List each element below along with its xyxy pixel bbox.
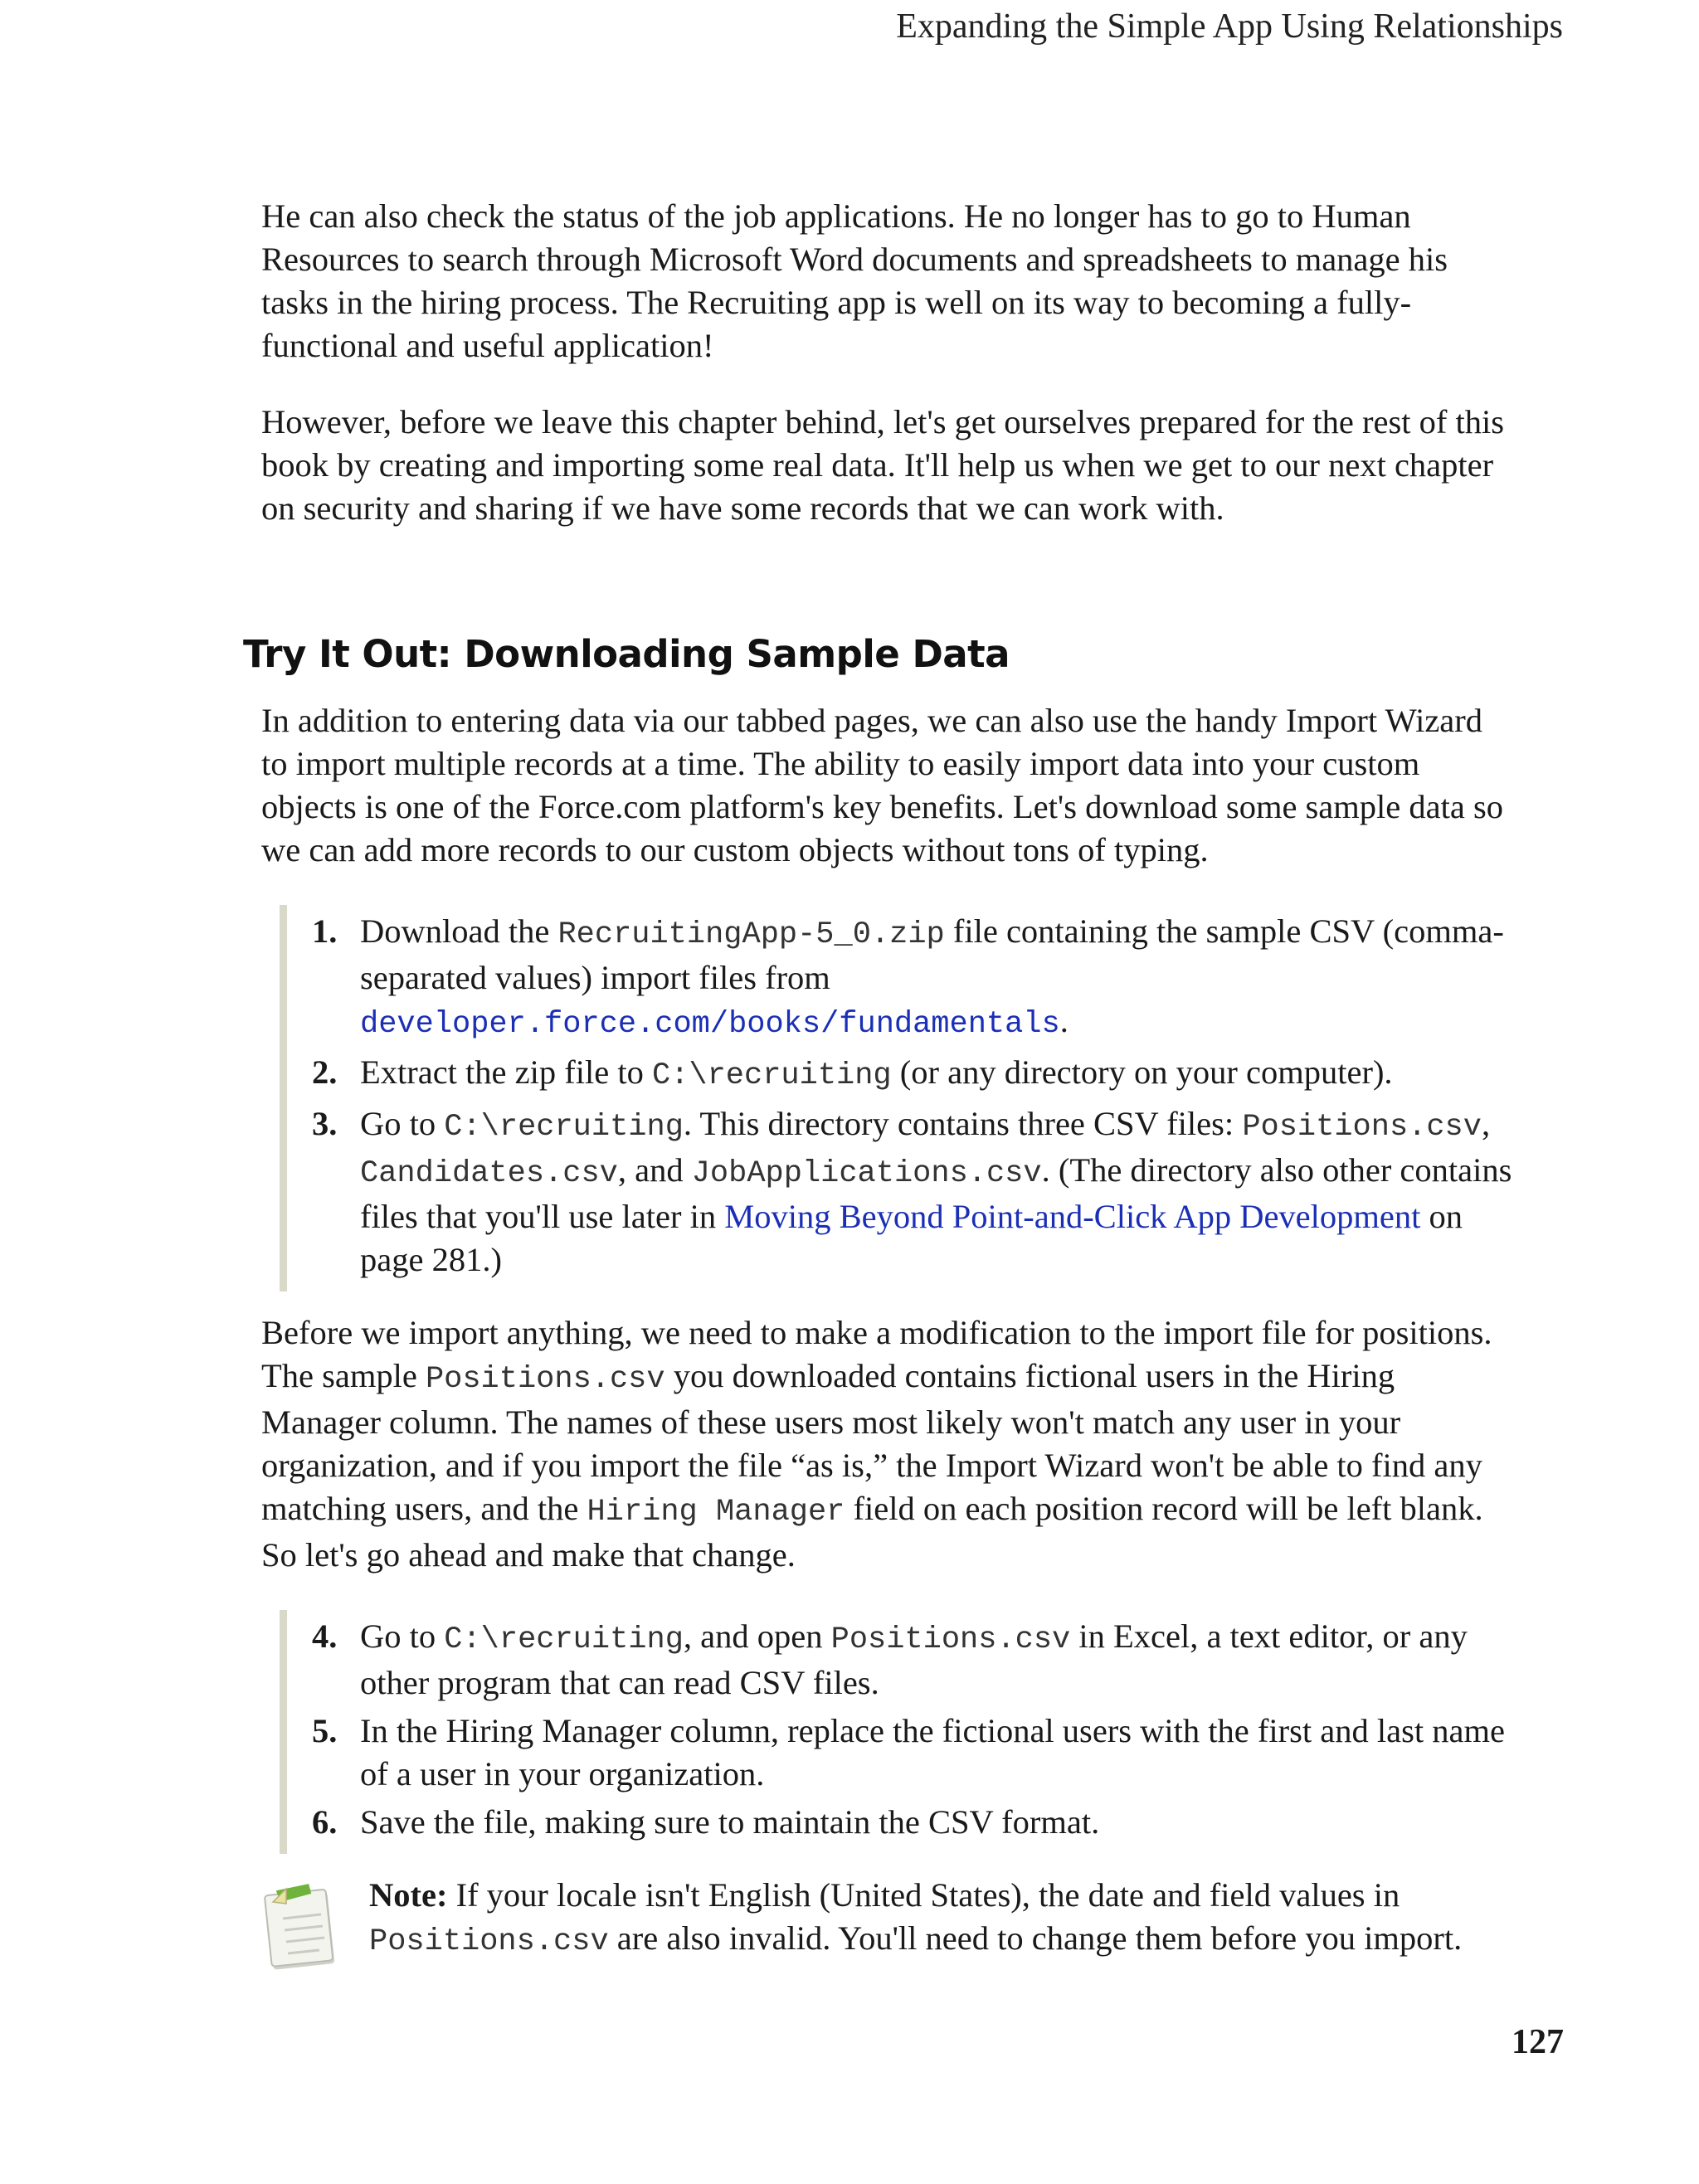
code-filename: Positions.csv <box>425 1362 665 1397</box>
note-callout <box>369 1874 1514 1963</box>
step-text: , and open <box>683 1617 831 1655</box>
code-path: C:\recruiting <box>444 1622 684 1657</box>
page-content <box>243 195 1514 1963</box>
text: If your locale isn't English (United States), the date and field values in <box>447 1876 1400 1914</box>
list-item <box>312 1051 1514 1097</box>
step-number: 1. <box>312 912 338 950</box>
section-heading: Try It Out: Downloading Sample Data <box>243 632 1010 676</box>
code-field: Hiring Manager <box>587 1495 845 1530</box>
step-number: 2. <box>312 1053 338 1091</box>
steps-list <box>280 905 1514 1291</box>
step-number: 4. <box>312 1617 338 1655</box>
text: Before we import anything, we need to make a modification to the import file for positions. The sample <box>261 1314 1492 1394</box>
download-link[interactable]: developer.force.com/books/fundamentals <box>360 1007 1060 1042</box>
step-text: . <box>1059 1002 1069 1039</box>
note-text <box>369 1874 1514 1963</box>
text: field on each position record will be left blank. So let's go ahead and make that change. <box>261 1490 1483 1574</box>
step-number: 6. <box>312 1803 338 1841</box>
page-number: 127 <box>1512 2023 1564 2061</box>
note-pad-icon <box>261 1877 341 1973</box>
paragraph: He can also check the status of the job applications. He no longer has to go to Human Resources to search through Microsoft Word documents and spreadsheets to manage his tasks in the hiring process. The Recruiting app is well on its way to becoming a fully-functional and useful application! <box>261 197 1448 364</box>
step-text: on page 281.) <box>360 1198 1463 1278</box>
step-number: 3. <box>312 1105 338 1142</box>
step-text: (or any directory on your computer). <box>891 1053 1393 1091</box>
list-item <box>312 1801 1514 1844</box>
code-filename: Positions.csv <box>1242 1110 1482 1145</box>
text: are also invalid. You'll need to change them before you import. <box>608 1919 1463 1957</box>
step-text: Extract the zip file to <box>360 1053 652 1091</box>
code-filename: Positions.csv <box>830 1622 1071 1657</box>
code-filename: Candidates.csv <box>360 1156 618 1191</box>
code-path: C:\recruiting <box>444 1110 684 1145</box>
step-text: , <box>1481 1105 1491 1142</box>
step-text: Save the file, making sure to maintain the CSV format. <box>360 1803 1100 1841</box>
step-text: Go to <box>360 1617 445 1655</box>
code-path: C:\recruiting <box>651 1058 892 1093</box>
cross-reference-link[interactable]: Moving Beyond Point-and-Click App Development <box>724 1198 1421 1235</box>
step-text: Go to <box>360 1105 445 1142</box>
running-header: Expanding the Simple App Using Relationships <box>896 7 1563 46</box>
code-filename: JobApplications.csv <box>691 1156 1042 1191</box>
list-item <box>312 1710 1514 1796</box>
step-text: . (The directory also other contains files that you'll use later in <box>360 1151 1512 1235</box>
steps-list <box>280 1610 1514 1854</box>
text: you downloaded contains fictional users in the Hiring Manager column. The names of these users most likely won't match any user in your organization, and if you import the file “as is,” the Import Wizard won't be able to find any matching users, and the <box>261 1357 1482 1527</box>
step-text: in Excel, a text editor, or any other program that can read CSV files. <box>360 1617 1468 1701</box>
step-text: , and <box>617 1151 692 1189</box>
paragraph: In addition to entering data via our tabbed pages, we can also use the handy Import Wizard to import multiple records at a time. The ability to easily import data into your custom objects is one of the Force.com platform's key benefits. Let's download some sample data so we can add more records to our custom objects without tons of typing. <box>261 702 1503 868</box>
step-text: file containing the sample CSV (comma-separated values) import files from <box>360 912 1504 996</box>
paragraph <box>261 1311 1514 1577</box>
step-text: . This directory contains three CSV files: <box>683 1105 1243 1142</box>
list-item <box>312 910 1514 1046</box>
step-text: In the Hiring Manager column, replace the fictional users with the first and last name of a user in your organization. <box>360 1712 1505 1792</box>
note-label: Note: <box>369 1876 448 1914</box>
code-filename: Positions.csv <box>369 1924 609 1959</box>
paragraph: However, before we leave this chapter behind, let's get ourselves prepared for the rest of this book by creating and importing some real data. It'll help us when we get to our next chapter on security and sharing if we have some records that we can work with. <box>261 403 1504 527</box>
step-number: 5. <box>312 1712 338 1749</box>
list-item <box>312 1615 1514 1705</box>
step-text: Download the <box>360 912 558 950</box>
code-filename: RecruitingApp-5_0.zip <box>557 917 945 952</box>
list-item <box>312 1102 1514 1282</box>
